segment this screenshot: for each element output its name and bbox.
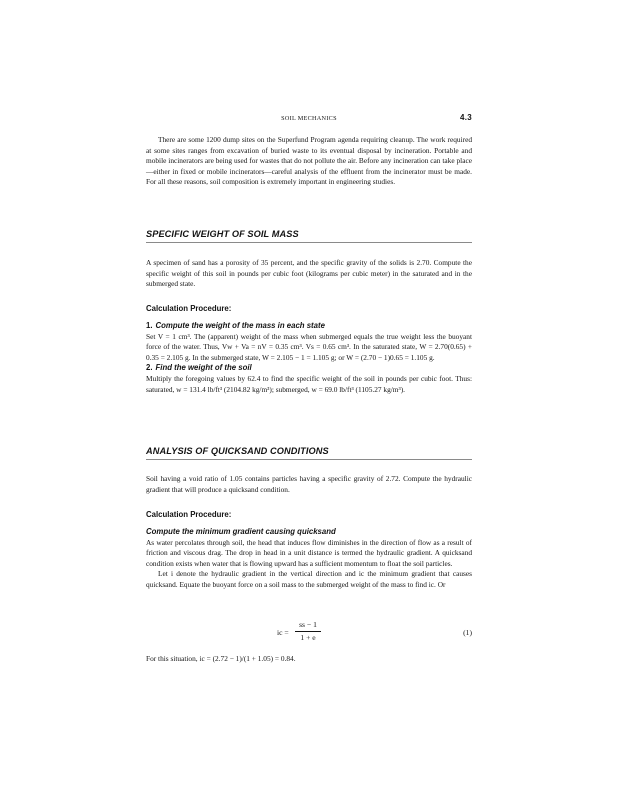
calculation-procedure-label: Calculation Procedure: bbox=[146, 510, 232, 519]
quicksand-result bbox=[146, 654, 472, 665]
fraction-bar bbox=[295, 631, 321, 632]
step-1-title: Compute the weight of the mass in each state bbox=[155, 321, 325, 330]
step-heading: Compute the minimum gradient causing quicksand bbox=[146, 527, 336, 536]
intro-block bbox=[146, 135, 472, 188]
step-2-heading bbox=[146, 363, 472, 374]
problem-statement: Soil having a void ratio of 1.05 contains particles having a specific gravity of 2.72. Compute the hydraulic gradient that will produce a quicksand condition. bbox=[146, 474, 472, 494]
step-1-number: 1. bbox=[146, 321, 153, 330]
quicksand-steps bbox=[146, 527, 472, 591]
step-1-text: Set V = 1 cm³. The (apparent) weight of the mass when submerged equals the true weight less the buoyant force of the water. Thus, Vw + Va = nV = 0.35 cm³. Vs = 0.65 cm³. In the saturated state, W = 2.70(0.65) + 0.35 = 2.105 g. In the submerged state, W = 2.105 − 1 = 1.105 g; or W = (2.70 − 1)0.65 = 1.105 g. bbox=[146, 331, 472, 362]
section-heading-specific-weight: SPECIFIC WEIGHT OF SOIL MASS bbox=[146, 229, 472, 243]
running-header bbox=[146, 113, 472, 125]
intro-paragraph: There are some 1200 dump sites on the Superfund Program agenda requiring cleanup. The work required at some sites ranges from excavation of buried waste to its eventual disposal by incineration. Portable and mobile incinerators are being used for wastes that do not pollute the air. Before any incineration can take place—either in fixed or mobile incinerators—careful analysis of the effluent from the incinerator must be made. For all these reasons, soil composition is extremely important in engineering studies. bbox=[146, 135, 472, 187]
section-heading-quicksand: ANALYSIS OF QUICKSAND CONDITIONS bbox=[146, 446, 472, 460]
page-number: 4.3 bbox=[459, 113, 472, 122]
equation-lhs: ic = bbox=[277, 628, 289, 637]
equation-numerator: ss − 1 bbox=[299, 620, 317, 629]
step-1-heading bbox=[146, 321, 472, 332]
equation-1 bbox=[146, 620, 472, 646]
quicksand-problem bbox=[146, 474, 472, 495]
step-2-number: 2. bbox=[146, 363, 153, 373]
specific-weight-problem bbox=[146, 258, 472, 290]
calculation-procedure-label: Calculation Procedure: bbox=[146, 304, 232, 313]
equation-number: (1) bbox=[463, 628, 472, 637]
step-paragraph-2: Let i denote the hydraulic gradient in the vertical direction and ic the minimum gradient that causes quicksand. Equate the buoyant force on a soil mass to the submerged weight of the mass to find ic. Or bbox=[146, 569, 472, 589]
result-text: For this situation, ic = (2.72 − 1)/(1 + 1.05) = 0.84. bbox=[146, 654, 296, 663]
running-title: SOIL MECHANICS bbox=[281, 115, 337, 122]
equation-denominator: 1 + e bbox=[300, 633, 316, 642]
problem-statement: A specimen of sand has a porosity of 35 percent, and the specific gravity of the solids is 2.70. Compute the specific weight of this soil in pounds per cubic foot (kilograms per cubic meter) in the saturated and in the submerged state. bbox=[146, 258, 472, 289]
step-2-text: Multiply the foregoing values by 62.4 to find the specific weight of the soil in pounds per cubic foot. Thus: saturated, w = 131.4 lb/ft³ (2104.82 kg/m³); submerged, w = 69.0 lb/ft³ (1105.27 kg/m³). bbox=[146, 373, 472, 394]
step-paragraph-1: As water percolates through soil, the head that induces flow diminishes in the direction of flow as a result of friction and viscous drag. The drop in head in a unit distance is termed the hydraulic gradient. A quicksand condition exists when water that is flowing upward has a sufficient momentum to float the soil particles. bbox=[146, 537, 472, 568]
specific-weight-steps bbox=[146, 321, 472, 395]
equation-fraction bbox=[295, 620, 321, 643]
step-2-title: Find the weight of the soil bbox=[155, 363, 252, 373]
